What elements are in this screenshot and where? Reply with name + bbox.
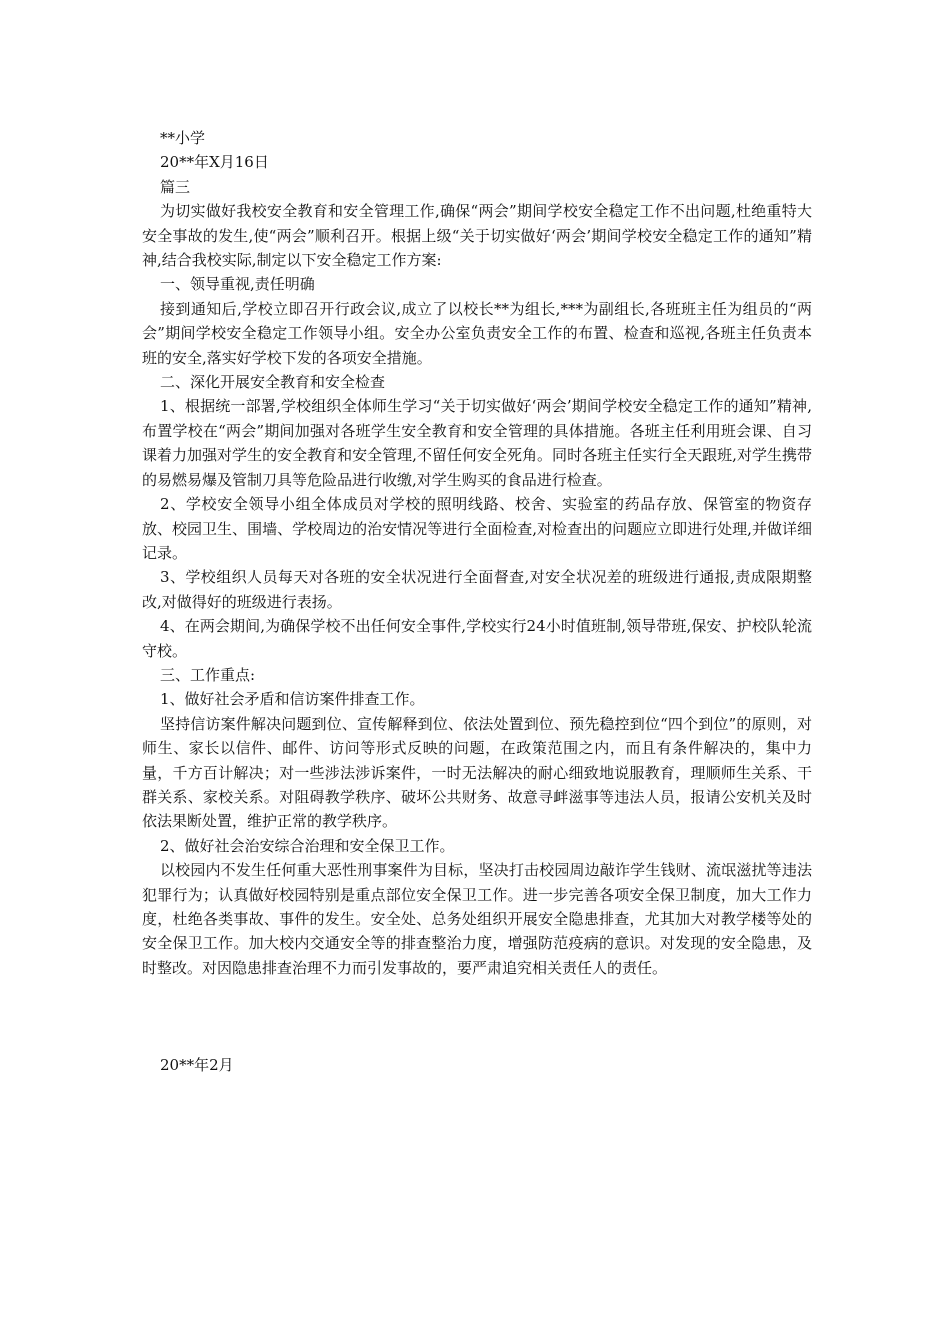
section-3-paragraph-2: 以校园内不发生任何重大恶性刑事案件为目标，坚决打击校园周边敲诈学生钱财、流氓滋扰等违法犯罪行为；认真做好校园特别是重点部位安全保卫工作。进一步完善各项安全保卫制度，加大工作力度，杜绝各类事故、事件的发生。安全处、总务处组织开展安全隐患排查，尤其加大对教学楼等处的安全保卫工作。加大校内交通安全等的排查整治力度，增强防范疫病的意识。对发现的安全隐患，及时整改。对因隐患排查治理不力而引发事故的，要严肃追究相关责任人的责任。: [142, 861, 812, 977]
section-3-subheading-1: 1、做好社会矛盾和信访案件排查工作。: [160, 690, 425, 709]
section-3-paragraph-1: 坚持信访案件解决问题到位、宣传解释到位、依法处置到位、预先稳控到位“四个到位”的原则，对师生、家长以信件、邮件、访问等形式反映的问题，在政策范围之内，而且有条件解决的，集中力量，千方百计解决；对一些涉法涉诉案件，一时无法解决的耐心细致地说服教育，理顺师生关系、干群关系、家校关系。对阻碍教学秩序、破坏公共财务、故意寻衅滋事等违法人员，报请公安机关及时依法果断处置，维护正常的教学秩序。: [142, 714, 812, 831]
section-2-heading: 二、深化开展安全教育和安全检查: [160, 373, 386, 392]
section-2-paragraph-4: 4、在两会期间,为确保学校不出任何安全事件,学校实行24小时值班制,领导带班,保安、护校队轮流守校。: [142, 617, 812, 660]
footer-date: 20**年2月: [160, 1056, 234, 1075]
header-date: 20**年X月16日: [160, 153, 269, 172]
intro-paragraph: 为切实做好我校安全教育和安全管理工作,确保“两会”期间学校安全稳定工作不出问题,杜绝重特大安全事故的发生,使“两会”顺利召开。根据上级“关于切实做好‘两会’期间学校安全稳定工作的通知”精神,结合我校实际,制定以下安全稳定工作方案:: [142, 202, 812, 270]
section-2-paragraph-1: 1、根据统一部署,学校组织全体师生学习“关于切实做好‘两会’期间学校安全稳定工作的通知”精神,布置学校在“两会”期间加强对各班学生安全教育和安全管理的具体措施。各班主任利用班会课、自习课着力加强对学生的安全教育和安全管理,不留任何安全死角。同时各班主任实行全天跟班,对学生携带的易燃易爆及管制刀具等危险品进行收缴,对学生购买的食品进行检查。: [142, 397, 812, 489]
spacer: [142, 980, 812, 1053]
section-3-heading: 三、工作重点:: [160, 665, 256, 684]
section-1-heading: 一、领导重视,责任明确: [160, 275, 315, 294]
chapter-label: 篇三: [160, 177, 191, 196]
section-2-paragraph-2: 2、学校安全领导小组全体成员对学校的照明线路、校舍、实验室的药品存放、保管室的物资存放、校园卫生、围墙、学校周边的治安情况等进行全面检查,对检查出的问题应立即进行处理,并做详细记录。: [142, 495, 812, 562]
section-2-paragraph-3: 3、学校组织人员每天对各班的安全状况进行全面督查,对安全状况差的班级进行通报,责成限期整改,对做得好的班级进行表扬。: [142, 568, 812, 611]
school-name: **小学: [160, 129, 206, 147]
section-3-subheading-2: 2、做好社会治安综合治理和安全保卫工作。: [160, 836, 455, 855]
document-page: [142, 126, 812, 1078]
section-1-paragraph-1: 接到通知后,学校立即召开行政会议,成立了以校长**为组长,***为副组长,各班班主任为组员的“两会”期间学校安全稳定工作领导小组。安全办公室负责安全工作的布置、检查和巡视,各班主任负责本班的安全,落实好学校下发的各项安全措施。: [142, 299, 812, 367]
